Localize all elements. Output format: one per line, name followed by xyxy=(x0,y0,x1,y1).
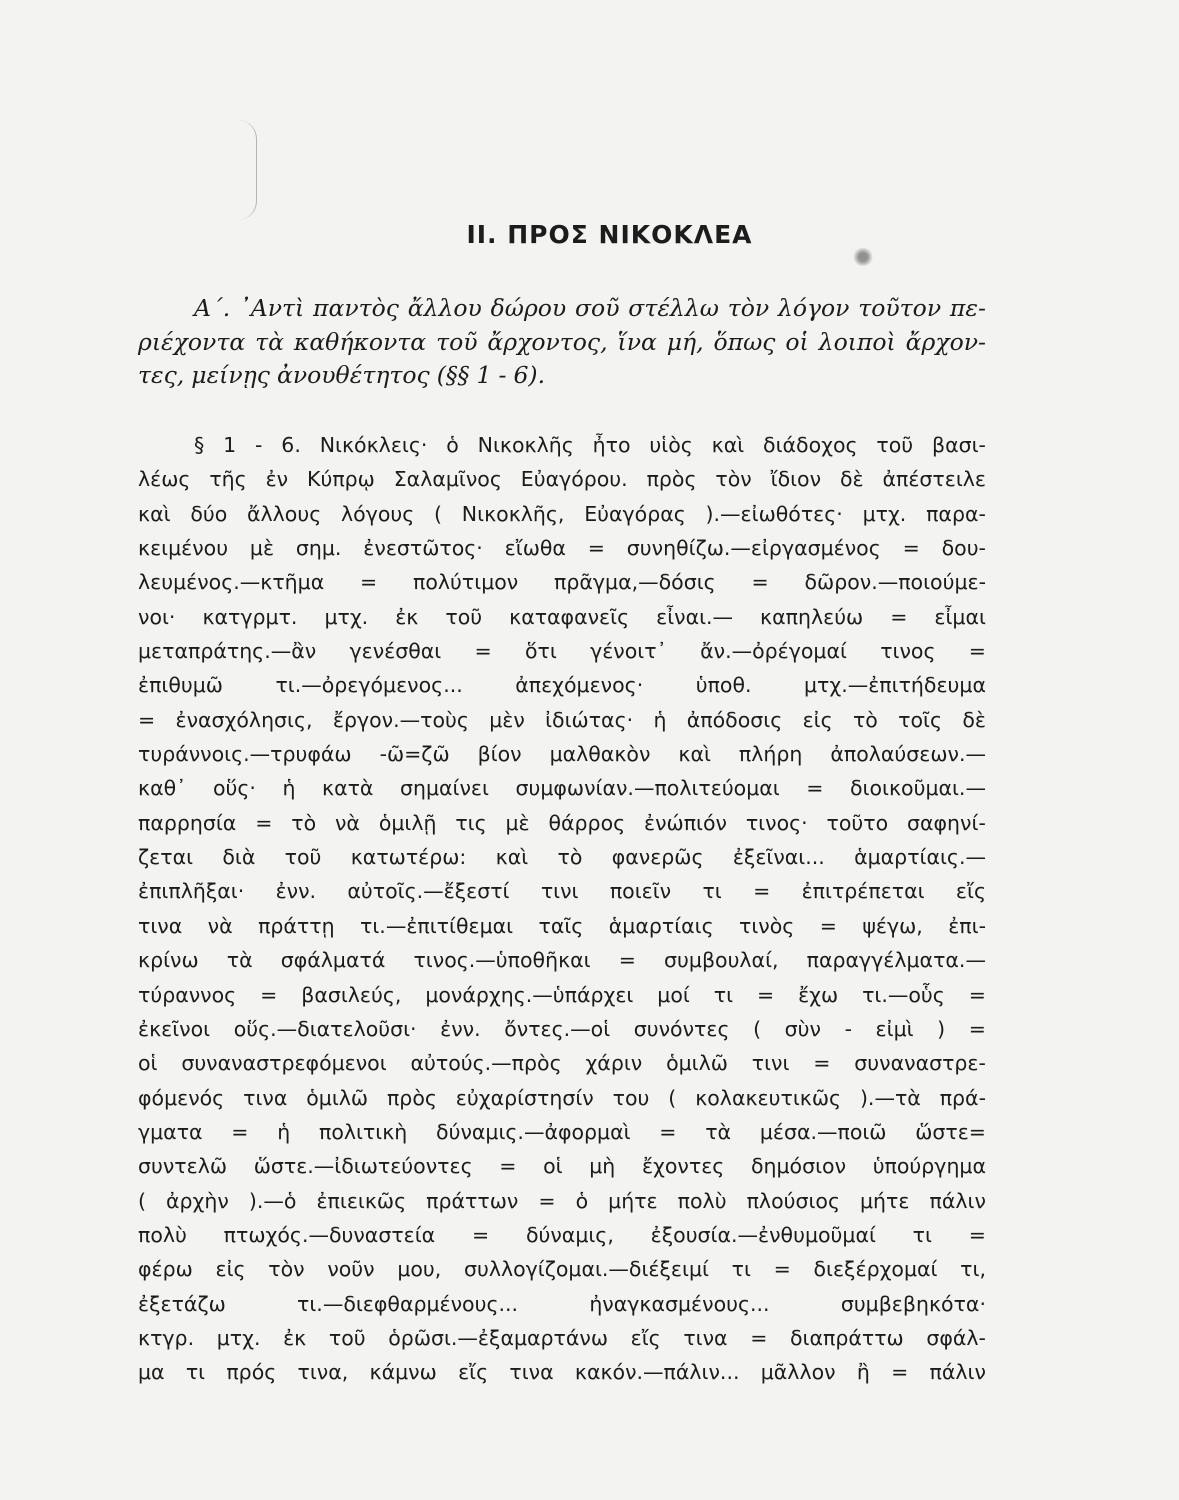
commentary-line: καὶ δύο ἄλλους λόγους ( Νικοκλῆς, Εὐαγόρας ).—εἰωθότες· μτχ. παρα- xyxy=(138,501,986,526)
commentary-line: λευμένος.—κτῆμα = πολύτιμον πρᾶγμα,—δόσις = δῶρον.—ποιούμε- xyxy=(138,570,986,595)
commentary-line: μεταπράτης.—ἂν γενέσθαι = ὅτι γένοιτ᾽ ἄν.—ὀρέγομαί τινος = xyxy=(138,639,986,664)
page-title: II. ΠΡΟΣ ΝΙΚΟΚΛΕΑ xyxy=(466,220,753,249)
commentary-line: = ἐνασχόλησις, ἔργον.—τοὺς μὲν ἰδιώτας· ἡ ἀπόδοσις εἰς τὸ τοῖς δὲ xyxy=(138,707,986,732)
commentary-line: ζεται διὰ τοῦ κατωτέρω: καὶ τὸ φανερῶς ἐξεῖναι... ἁμαρτίαις.— xyxy=(138,845,986,870)
commentary-line: τυράννοις.—τρυφάω -ῶ=ζῶ βίον μαλθακὸν καὶ πλήρη ἀπολαύσεων.— xyxy=(138,742,986,767)
margin-smudge xyxy=(238,120,257,220)
ink-speck xyxy=(852,248,874,266)
commentary-line: οἱ συναναστρεφόμενοι αὐτούς.—πρὸς χάριν ὁμιλῶ τινι = συναναστρε- xyxy=(138,1051,986,1076)
commentary-line: κτγρ. μτχ. ἐκ τοῦ ὁρῶσι.—ἐξαμαρτάνω εἴς τινα = διαπράττω σφάλ- xyxy=(138,1325,986,1350)
commentary-line: ἐπιπλῆξαι· ἐνν. αὐτοῖς.—ἔξεστί τινι ποιεῖν τι = ἐπιτρέπεται εἴς xyxy=(138,879,986,904)
commentary-line: ἐκεῖνοι οὕς.—διατελοῦσι· ἐνν. ὄντες.—οἱ συνόντες ( σὺν - εἰμὶ ) = xyxy=(138,1016,986,1041)
commentary-body xyxy=(138,428,986,1390)
commentary-line: καθ᾽ οὕς· ἡ κατὰ σημαίνει συμφωνίαν.—πολιτεύομαι = διοικοῦμαι.— xyxy=(138,776,986,801)
summary-line: τες, μείνῃς ἀνουθέτητος (§§ 1 - 6). xyxy=(138,361,546,389)
commentary-line: § 1 - 6. Νικόκλεις· ὁ Νικοκλῆς ἦτο υἱὸς καὶ διάδοχος τοῦ βασι- xyxy=(194,433,986,457)
commentary-line: λέως τῆς ἐν Κύπρῳ Σαλαμῖνος Εὐαγόρου. πρὸς τὸν ἴδιον δὲ ἀπέστειλε xyxy=(138,467,986,492)
commentary-line: μα τι πρός τινα, κάμνω εἴς τινα κακόν.—πάλιν... μᾶλλον ἢ = πάλιν xyxy=(138,1360,986,1385)
summary-paragraph xyxy=(138,292,986,393)
commentary-line: φέρω εἰς τὸν νοῦν μου, συλλογίζομαι.—διέξειμί τι = διεξέρχομαί τι, xyxy=(138,1257,986,1282)
commentary-line: ( ἀρχὴν ).—ὁ ἐπιεικῶς πράττων = ὁ μήτε πολὺ πλούσιος μήτε πάλιν xyxy=(138,1188,986,1213)
commentary-line: γματα = ἡ πολιτικὴ δύναμις.—ἀφορμαὶ = τὰ μέσα.—ποιῶ ὥστε= xyxy=(138,1119,986,1144)
commentary-line: φόμενός τινα ὁμιλῶ πρὸς εὐχαρίστησίν του ( κολακευτικῶς ).—τὰ πρά- xyxy=(138,1085,986,1110)
commentary-line: κρίνω τὰ σφάλματά τινος.—ὑποθῆκαι = συμβουλαί, παραγγέλματα.— xyxy=(138,948,986,973)
commentary-line: ἐπιθυμῶ τι.—ὀρεγόμενος... ἀπεχόμενος· ὑποθ. μτχ.—ἐπιτήδευμα xyxy=(138,673,986,698)
summary-line: Α΄. ᾿Αντὶ παντὸς ἄλλου δώρου σοῦ στέλλω τὸν λόγον τοῦτον πε- xyxy=(194,294,986,322)
commentary-line: ἐξετάζω τι.—διεφθαρμένους... ἠναγκασμένους... συμβεβηκότα· xyxy=(138,1291,986,1316)
commentary-line: πολὺ πτωχός.—δυναστεία = δύναμις, ἐξουσία.—ἐνθυμοῦμαί τι = xyxy=(138,1222,986,1247)
commentary-line: τύραννος = βασιλεύς, μονάρχης.—ὑπάρχει μοί τι = ἔχω τι.—οὗς = xyxy=(138,982,986,1007)
summary-line: ριέχοντα τὰ καθήκοντα τοῦ ἄρχοντος, ἵνα μή, ὅπως οἱ λοιποὶ ἄρχον- xyxy=(138,327,986,356)
commentary-line: νοι· κατγρμτ. μτχ. ἐκ τοῦ καταφανεῖς εἶναι.— καπηλεύω = εἶμαι xyxy=(138,604,986,629)
commentary-line: παρρησία = τὸ νὰ ὁμιλῇ τις μὲ θάρρος ἐνώπιόν τινος· τοῦτο σαφηνί- xyxy=(138,810,986,835)
commentary-line: συντελῶ ὥστε.—ἰδιωτεύοντες = οἱ μὴ ἔχοντες δημόσιον ὑπούργημα xyxy=(138,1154,986,1179)
commentary-line: κειμένου μὲ σημ. ἐνεστῶτος· εἴωθα = συνηθίζω.—εἰργασμένος = δου- xyxy=(138,536,986,561)
commentary-line: τινα νὰ πράττῃ τι.—ἐπιτίθεμαι ταῖς ἁμαρτίαις τινὸς = ψέγω, ἐπι- xyxy=(138,913,986,938)
